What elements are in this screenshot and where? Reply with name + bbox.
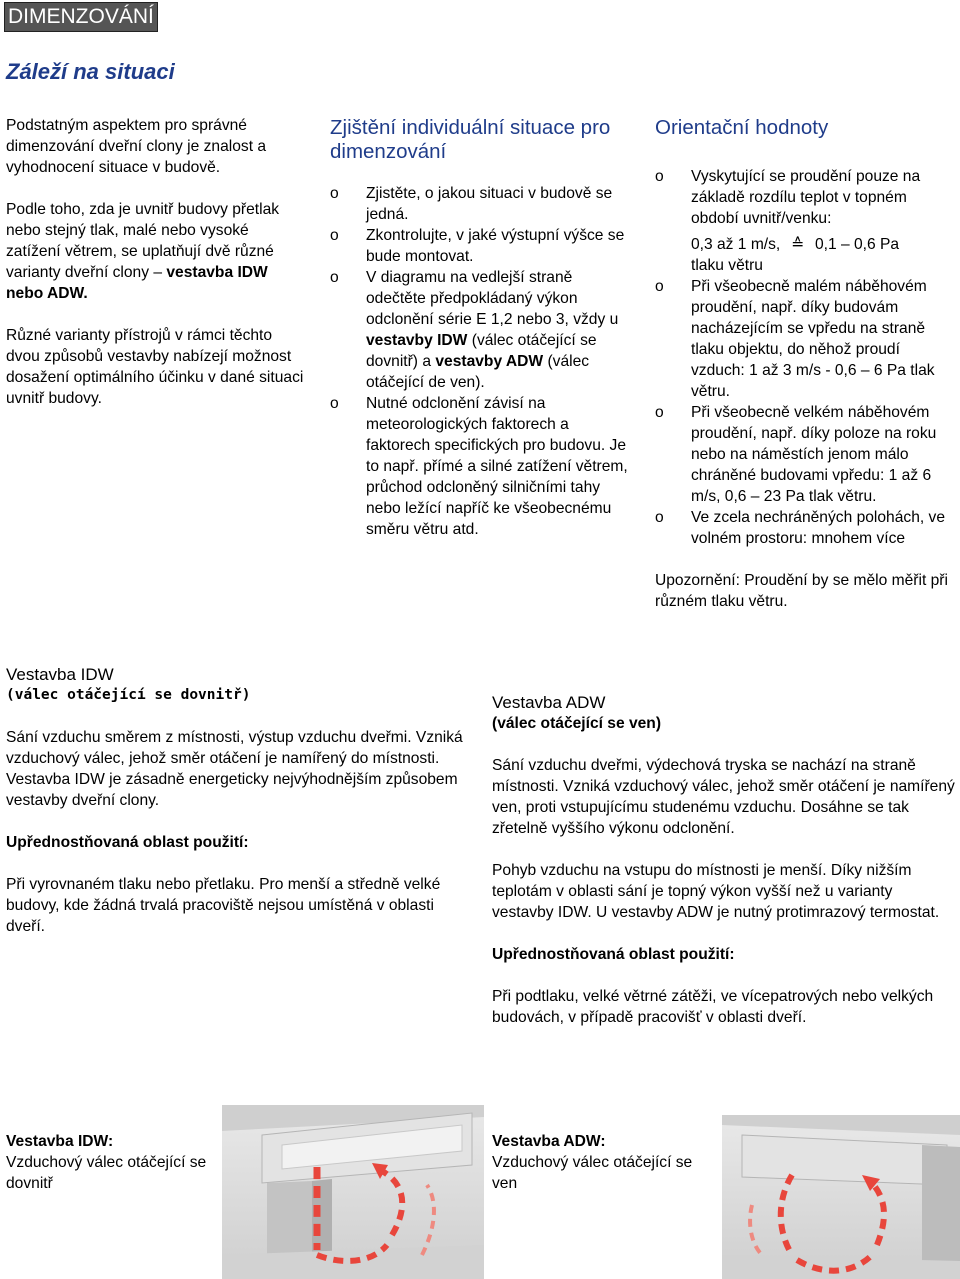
intro-paragraph-2 [6,199,306,304]
list-item: o Zkontrolujte, v jaké výstupní výšce se bude montovat. [330,225,630,267]
orientation-list [655,166,955,549]
idw-section [6,664,466,937]
adw-subtitle: (válec otáčející se ven) [492,715,662,732]
adw-pref-title: Upřednostňovaná oblast použití: [492,946,735,963]
list-item: o Ve zcela nechráněných polohách, ve volném prostoru: mnohem více [655,507,955,549]
idw-caption [6,1131,221,1194]
speed-value: 0,3 až 1 m/s, [691,236,781,253]
list-item-text: (válec otáčející se dovnitř) a [366,332,597,370]
list-item [330,267,630,393]
idw-pref-title: Upřednostňovaná oblast použití: [6,834,249,851]
situation-list [330,183,630,540]
idw-caption-text: Vzduchový válec otáčející se dovnitř [6,1154,207,1192]
intro-paragraph-2-text: Podle toho, zda je uvnitř budovy přetlak nebo stejný tlak, malé nebo vysoké zatížení větrem, se uplatňují dvě různé varianty dveřní clony – [6,201,280,281]
idw-airflow-illustration [222,1105,484,1279]
intro-paragraph-2-bold: vestavba IDW nebo ADW. [6,264,268,302]
list-item: o Při všeobecně malém náběhovém proudění, např. díky budovám nacházejícím se vpředu na straně tlaku objektu, do něhož proudí vzduch: 1 až 3 m/s - 0,6 – 6 Pa tlak větru. [655,276,955,402]
list-item-bold: vestavby ADW [435,353,544,370]
section-tag: DIMENZOVÁNÍ [4,2,158,32]
idw-pref-text: Při vyrovnaném tlaku nebo přetlaku. Pro menší a středně velké budovy, kde žádná trvalá pracoviště nejsou umístěná v oblasti dveří. [6,876,441,935]
adw-airflow-illustration [722,1115,960,1279]
adw-paragraph-2: Pohyb vzduchu na vstupu do místnosti je menší. Díky nižším teplotám v oblasti sání je topný výkon vyšší než u varianty vestavby IDW. U vestavby ADW je nutný protimrazový termostat. [492,862,940,921]
list-item: o Nutné odclonění závisí na meteorologických faktorech a faktorech specifických pro budovu. Je to např. přímé a silné zatížení větrem, průchod odcloněný silničními tahy nebo ležící napříč ke všeobecnému směru větru atd. [330,393,630,540]
list-item-text: Vyskytující se proudění pouze na základě rozdílu teplot v topném období uvnitř/venku: [691,168,921,227]
adw-title: Vestavba ADW [492,693,606,712]
note-text: Upozornění: Proudění by se mělo měřit při různém tlaku větru. [655,572,948,610]
adw-section [492,692,957,1028]
list-item-text: V diagramu na vedlejší straně odečtěte předpokládaný výkon odclonění série E 1,2 nebo 3, vždy u [366,269,619,328]
pressure-value: 0,1 – 0,6 Pa [814,236,900,253]
speed-values [691,234,955,255]
orientation-heading: Orientační hodnoty [655,116,829,139]
idw-caption-title: Vestavba IDW: [6,1133,114,1150]
situation-column [330,116,630,540]
adw-caption-title: Vestavba ADW: [492,1133,606,1150]
intro-paragraph-1: Podstatným aspektem pro správné dimenzování dveřní clony je znalost a vyhodnocení situace v budově. [6,117,267,176]
adw-paragraph-1: Sání vzduchu dveřmi, výdechová tryska se nachází na straně místnosti. Vzniká vzduchový válec, jehož směr otáčení je namířený ven, proti vstupujícímu studenému vzduchu. Dosáhne se tak zřetelně vyššího výkonu odclonění. [492,757,955,837]
situation-heading: Zjištění individuální situace pro dimenzování [330,116,611,163]
intro-paragraph-3: Různé varianty přístrojů v rámci těchto dvou způsobů vestavby nabízejí možnost dosažení optimálního účinku v dané situaci uvnitř budovy. [6,327,304,407]
list-item: o Zjistěte, o jakou situaci v budově se jedná. [330,183,630,225]
list-item [655,166,955,276]
idw-title: Vestavba IDW [6,665,114,684]
idw-subtitle: (válec otáčející se dovnitř) [6,687,251,703]
list-item-text: (válec otáčející de ven). [366,353,590,391]
adw-pref-text: Při podtlaku, velké větrné zátěži, ve vícepatrových nebo velkých budovách, v případě pracovišť v oblasti dveří. [492,988,934,1026]
orientation-column [655,116,955,612]
list-item-bold: vestavby IDW [366,332,468,349]
approx-equal-icon: ≙ [791,236,805,253]
list-item-text: tlaku větru [691,257,763,274]
page-title: Záleží na situaci [6,59,175,84]
intro-column [6,115,306,409]
adw-caption-text: Vzduchový válec otáčející se ven [492,1154,693,1192]
idw-paragraph: Sání vzduchu směrem z místnosti, výstup vzduchu dveřmi. Vzniká vzduchový válec, jehož směr otáčení je namířený do místnosti. Vestavba IDW je zásadně energeticky nejvýhodnějším způsobem vestavby dveřní clony. [6,729,463,809]
list-item: o Při všeobecně velkém náběhovém proudění, např. díky poloze na roku nebo na náměstích jenom málo chráněné budovami vpředu: 1 až 6 m/s, 0,6 – 23 Pa tlak větru. [655,402,955,507]
adw-caption [492,1131,717,1194]
